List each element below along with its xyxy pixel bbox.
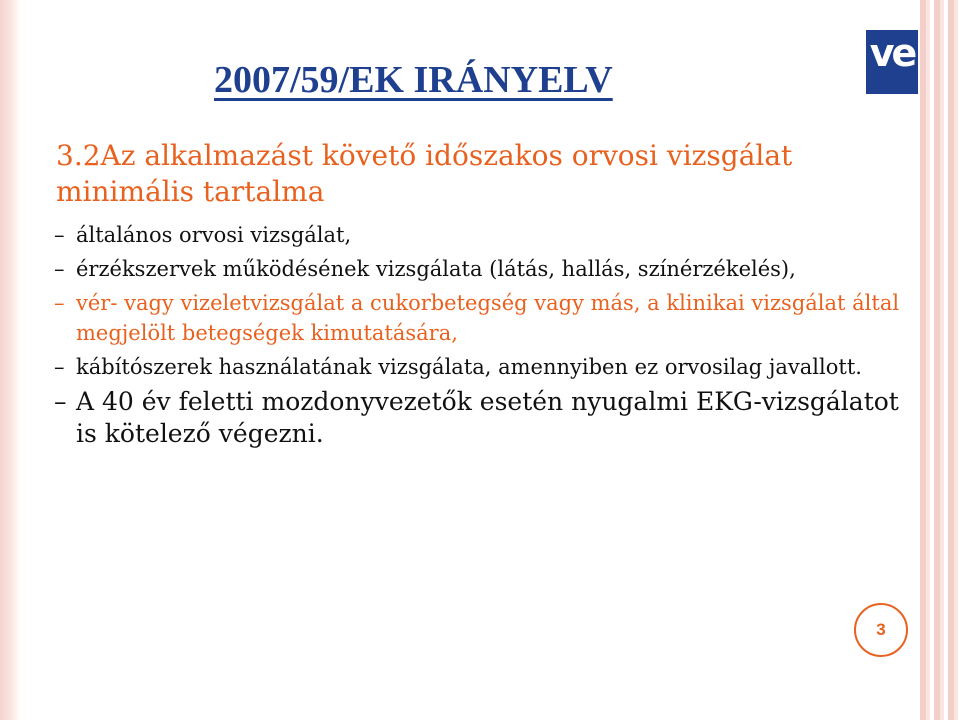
list-item <box>54 386 914 450</box>
dash-bullet: – <box>54 223 65 247</box>
list-item <box>54 352 914 382</box>
list-item-text: érzékszervek működésének vizsgálata (látás, hallás, színérzékelés), <box>76 257 796 281</box>
slide-title: 2007/59/EK IRÁNYELV <box>214 59 613 101</box>
list-item-text: kábítószerek használatának vizsgálata, amennyiben ez orvosilag javallott. <box>76 355 862 379</box>
list-item <box>54 220 914 250</box>
section-heading: 3.2Az alkalmazást követő időszakos orvosi vizsgálat minimális tartalma <box>56 139 793 208</box>
dash-bullet: – <box>54 355 65 379</box>
dash-bullet: – <box>54 257 65 281</box>
content-list <box>54 220 914 454</box>
dash-bullet: – <box>54 387 67 416</box>
left-decorative-bar <box>0 0 20 720</box>
ve-logo <box>866 30 918 94</box>
list-item-text: általános orvosi vizsgálat, <box>76 223 352 247</box>
page-number-badge: 3 <box>854 603 908 657</box>
logo-text: ve <box>869 31 915 75</box>
dash-bullet: – <box>54 291 65 315</box>
right-decorative-bar <box>916 0 960 720</box>
list-item-text: vér- vagy vizeletvizsgálat a cukorbetegség vagy más, a klinikai vizsgálat által megjelölt betegségek kimutatására, <box>76 291 900 345</box>
list-item-text: A 40 év feletti mozdonyvezetők esetén nyugalmi EKG-vizsgálatot is kötelező végezni. <box>76 387 899 448</box>
list-item <box>54 254 914 284</box>
list-item <box>54 288 914 348</box>
